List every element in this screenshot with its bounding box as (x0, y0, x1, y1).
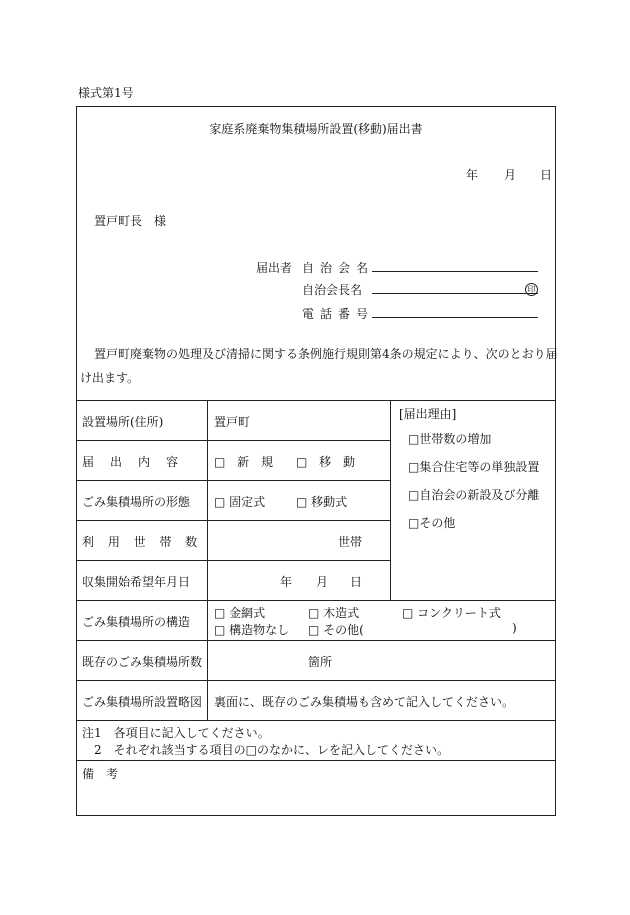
location-value[interactable]: 置戸町 (214, 415, 251, 429)
structure-none-checkbox[interactable]: □ 構造物なし (214, 623, 290, 637)
phone-field[interactable] (372, 317, 538, 318)
row-rule (76, 640, 556, 641)
reason-households-checkbox[interactable]: □世帯数の増加 (408, 432, 492, 446)
existing-count-unit: 箇所 (308, 655, 333, 669)
form-fixed-checkbox[interactable]: □ 固定式 (214, 495, 266, 509)
label-column-divider (207, 400, 208, 720)
chief-name-field[interactable] (372, 293, 538, 294)
reason-new-assoc-checkbox[interactable]: □自治会の新設及び分離 (408, 488, 540, 502)
sketch-note: 裏面に、既存のごみ集積場も含めて記入してください。 (214, 695, 515, 709)
structure-other-close: ) (512, 621, 517, 635)
sketch-label: ごみ集積場所設置略図 (82, 695, 203, 709)
addressee: 置戸町長 様 (94, 214, 167, 228)
location-label: 設置場所(住所) (82, 415, 164, 429)
form-type-label: ごみ集積場所の形態 (82, 495, 191, 509)
structure-other-checkbox[interactable]: □ その他( (308, 623, 364, 637)
existing-count-label: 既存のごみ集積場所数 (82, 655, 203, 669)
form-title: 家庭系廃棄物集積場所設置(移動)届出書 (209, 122, 423, 136)
row-rule (76, 720, 556, 721)
row-rule (76, 440, 390, 441)
assoc-name-label (302, 259, 375, 276)
reason-column-divider (390, 400, 391, 600)
seal-icon: 印 (525, 283, 538, 296)
seal-mark (525, 281, 538, 296)
structure-concrete-checkbox[interactable]: □ コンクリート式 (402, 606, 501, 620)
start-date-label: 収集開始希望年月日 (82, 575, 191, 589)
row-rule (76, 680, 556, 681)
row-rule (76, 480, 390, 481)
reason-housing-checkbox[interactable]: □集合住宅等の単独設置 (408, 460, 540, 474)
content-new-checkbox[interactable]: □ 新 規 (214, 455, 277, 469)
households-unit: 世帯 (338, 535, 363, 549)
chief-name-label: 自治会長名 (302, 283, 363, 297)
date-day-label: 日 (540, 168, 553, 182)
form-number: 様式第1号 (78, 86, 134, 100)
start-year-label: 年 (280, 575, 293, 589)
assoc-name-field[interactable] (372, 271, 538, 272)
remarks-field[interactable] (76, 778, 556, 814)
households-label: 利 用 世 帯 数 (82, 535, 203, 549)
statement-line-1: 置戸町廃棄物の処理及び清掃に関する条例施行規則第4条の規定により、次のとおり届 (94, 347, 558, 361)
start-day-label: 日 (350, 575, 363, 589)
row-rule (76, 560, 390, 561)
note-line-1: 注1 各項目に記入してください。 (82, 726, 270, 740)
form-mobile-checkbox[interactable]: □ 移動式 (296, 495, 348, 509)
remarks-label: 備 考 (82, 767, 119, 781)
structure-wood-checkbox[interactable]: □ 木造式 (308, 606, 360, 620)
content-label: 届 出 内 容 (82, 455, 181, 469)
notifier-label: 届出者 (256, 261, 293, 275)
content-move-checkbox[interactable]: □ 移 動 (296, 455, 359, 469)
date-year-label: 年 (466, 168, 479, 182)
statement-line-2: け出ます。 (80, 371, 140, 385)
table-top-rule (76, 400, 556, 401)
assoc-name-text: 自治会名 (302, 261, 375, 275)
start-month-label: 月 (316, 575, 329, 589)
structure-label: ごみ集積場所の構造 (82, 615, 191, 629)
date-month-label: 月 (504, 168, 517, 182)
row-rule (76, 760, 556, 761)
note-line-2: 2 それぞれ該当する項目の□のなかに、レを記入してください。 (82, 743, 449, 757)
structure-wire-checkbox[interactable]: □ 金網式 (214, 606, 266, 620)
row-rule (76, 520, 390, 521)
reason-other-checkbox[interactable]: □その他 (408, 516, 456, 530)
reason-heading: [届出理由] (399, 407, 457, 421)
phone-label: 電話番号 (302, 307, 375, 321)
row-rule (76, 600, 556, 601)
